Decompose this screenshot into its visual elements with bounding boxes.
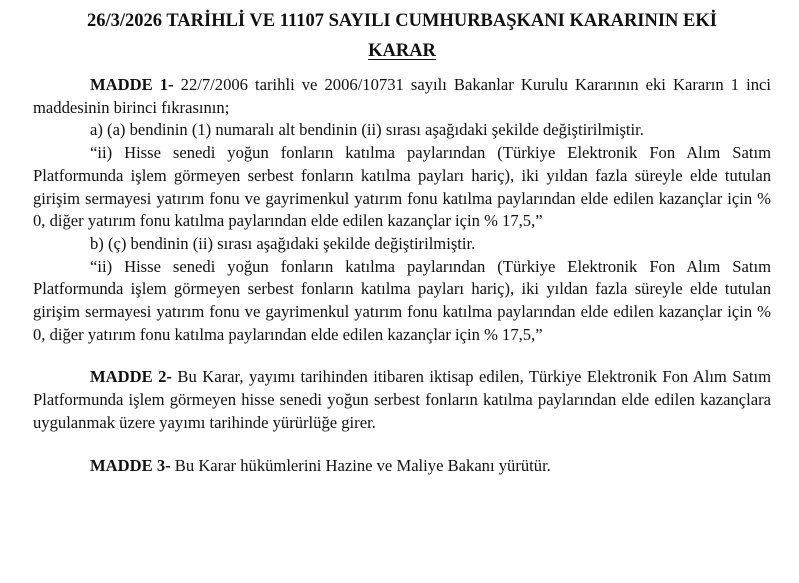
madde-2-text: Bu Karar, yayımı tarihinden itibaren iktisap edilen, Türkiye Elektronik Fon Alım Satım Platformunda işlem görmeyen hisse senedi yoğun serbest fonların katılma paylarından elde edilen kazançlara uygulanmak üzere yayımı tarihinde yürürlüğe girer. [33, 367, 772, 432]
madde-1-a-text: “ii) Hisse senedi yoğun fonların katılma paylarından (Türkiye Elektronik Fon Alım Satım Platformunda işlem görmeyen serbest fonların katılma payları hariç), iki yıldan fazla süreyle elde tutulan girişim sermayesi yatırım fonu ve gayrimenkul yatırım fonu katılma paylarından elde edilen kazançlar için % 0, diğer yatırım fonu katılma paylarından elde edilen kazançlar için % 17,5,” [33, 143, 771, 231]
document-page [33, 8, 771, 477]
document-title: 26/3/2026 TARİHLİ VE 11107 SAYILI CUMHURBAŞKANI KARARININ EKİ [87, 11, 717, 31]
document-subtitle-text: KARAR [368, 41, 436, 61]
madde-1-b-text: “ii) Hisse senedi yoğun fonların katılma paylarından (Türkiye Elektronik Fon Alım Satım Platformunda işlem görmeyen serbest fonların katılma payları hariç), iki yıldan fazla süreyle elde tutulan girişim sermayesi yatırım fonu ve gayrimenkul yatırım fonu katılma paylarından elde edilen kazançlar için % 0, diğer yatırım fonu katılma paylarından elde edilen kazançlar için % 17,5,” [33, 256, 771, 344]
madde-2-label: MADDE 2- [90, 367, 172, 387]
madde-1-a-intro: a) (a) bendinin (1) numaralı alt bendinin (ii) sırası aşağıdaki şekilde değiştirilmiştir. [90, 120, 644, 140]
madde-1-label: MADDE 1- [90, 75, 174, 94]
madde-1-b-intro: b) (ç) bendinin (ii) sırası aşağıdaki şekilde değiştirilmiştir. [90, 233, 476, 253]
madde-1-intro [33, 74, 771, 119]
document-body [33, 74, 771, 477]
document-subtitle [33, 38, 771, 64]
madde-1-intro-text: 22/7/2006 tarihli ve 2006/10731 sayılı Bakanlar Kurulu Kararının eki Kararın 1 inci maddesinin birinci fıkrasının; [33, 75, 771, 117]
madde-3-paragraph [33, 455, 771, 478]
madde-3-text: Bu Karar hükümlerini Hazine ve Maliye Bakanı yürütür. [170, 455, 551, 475]
madde-2-paragraph [33, 366, 771, 434]
madde-3-label: MADDE 3- [90, 455, 171, 475]
